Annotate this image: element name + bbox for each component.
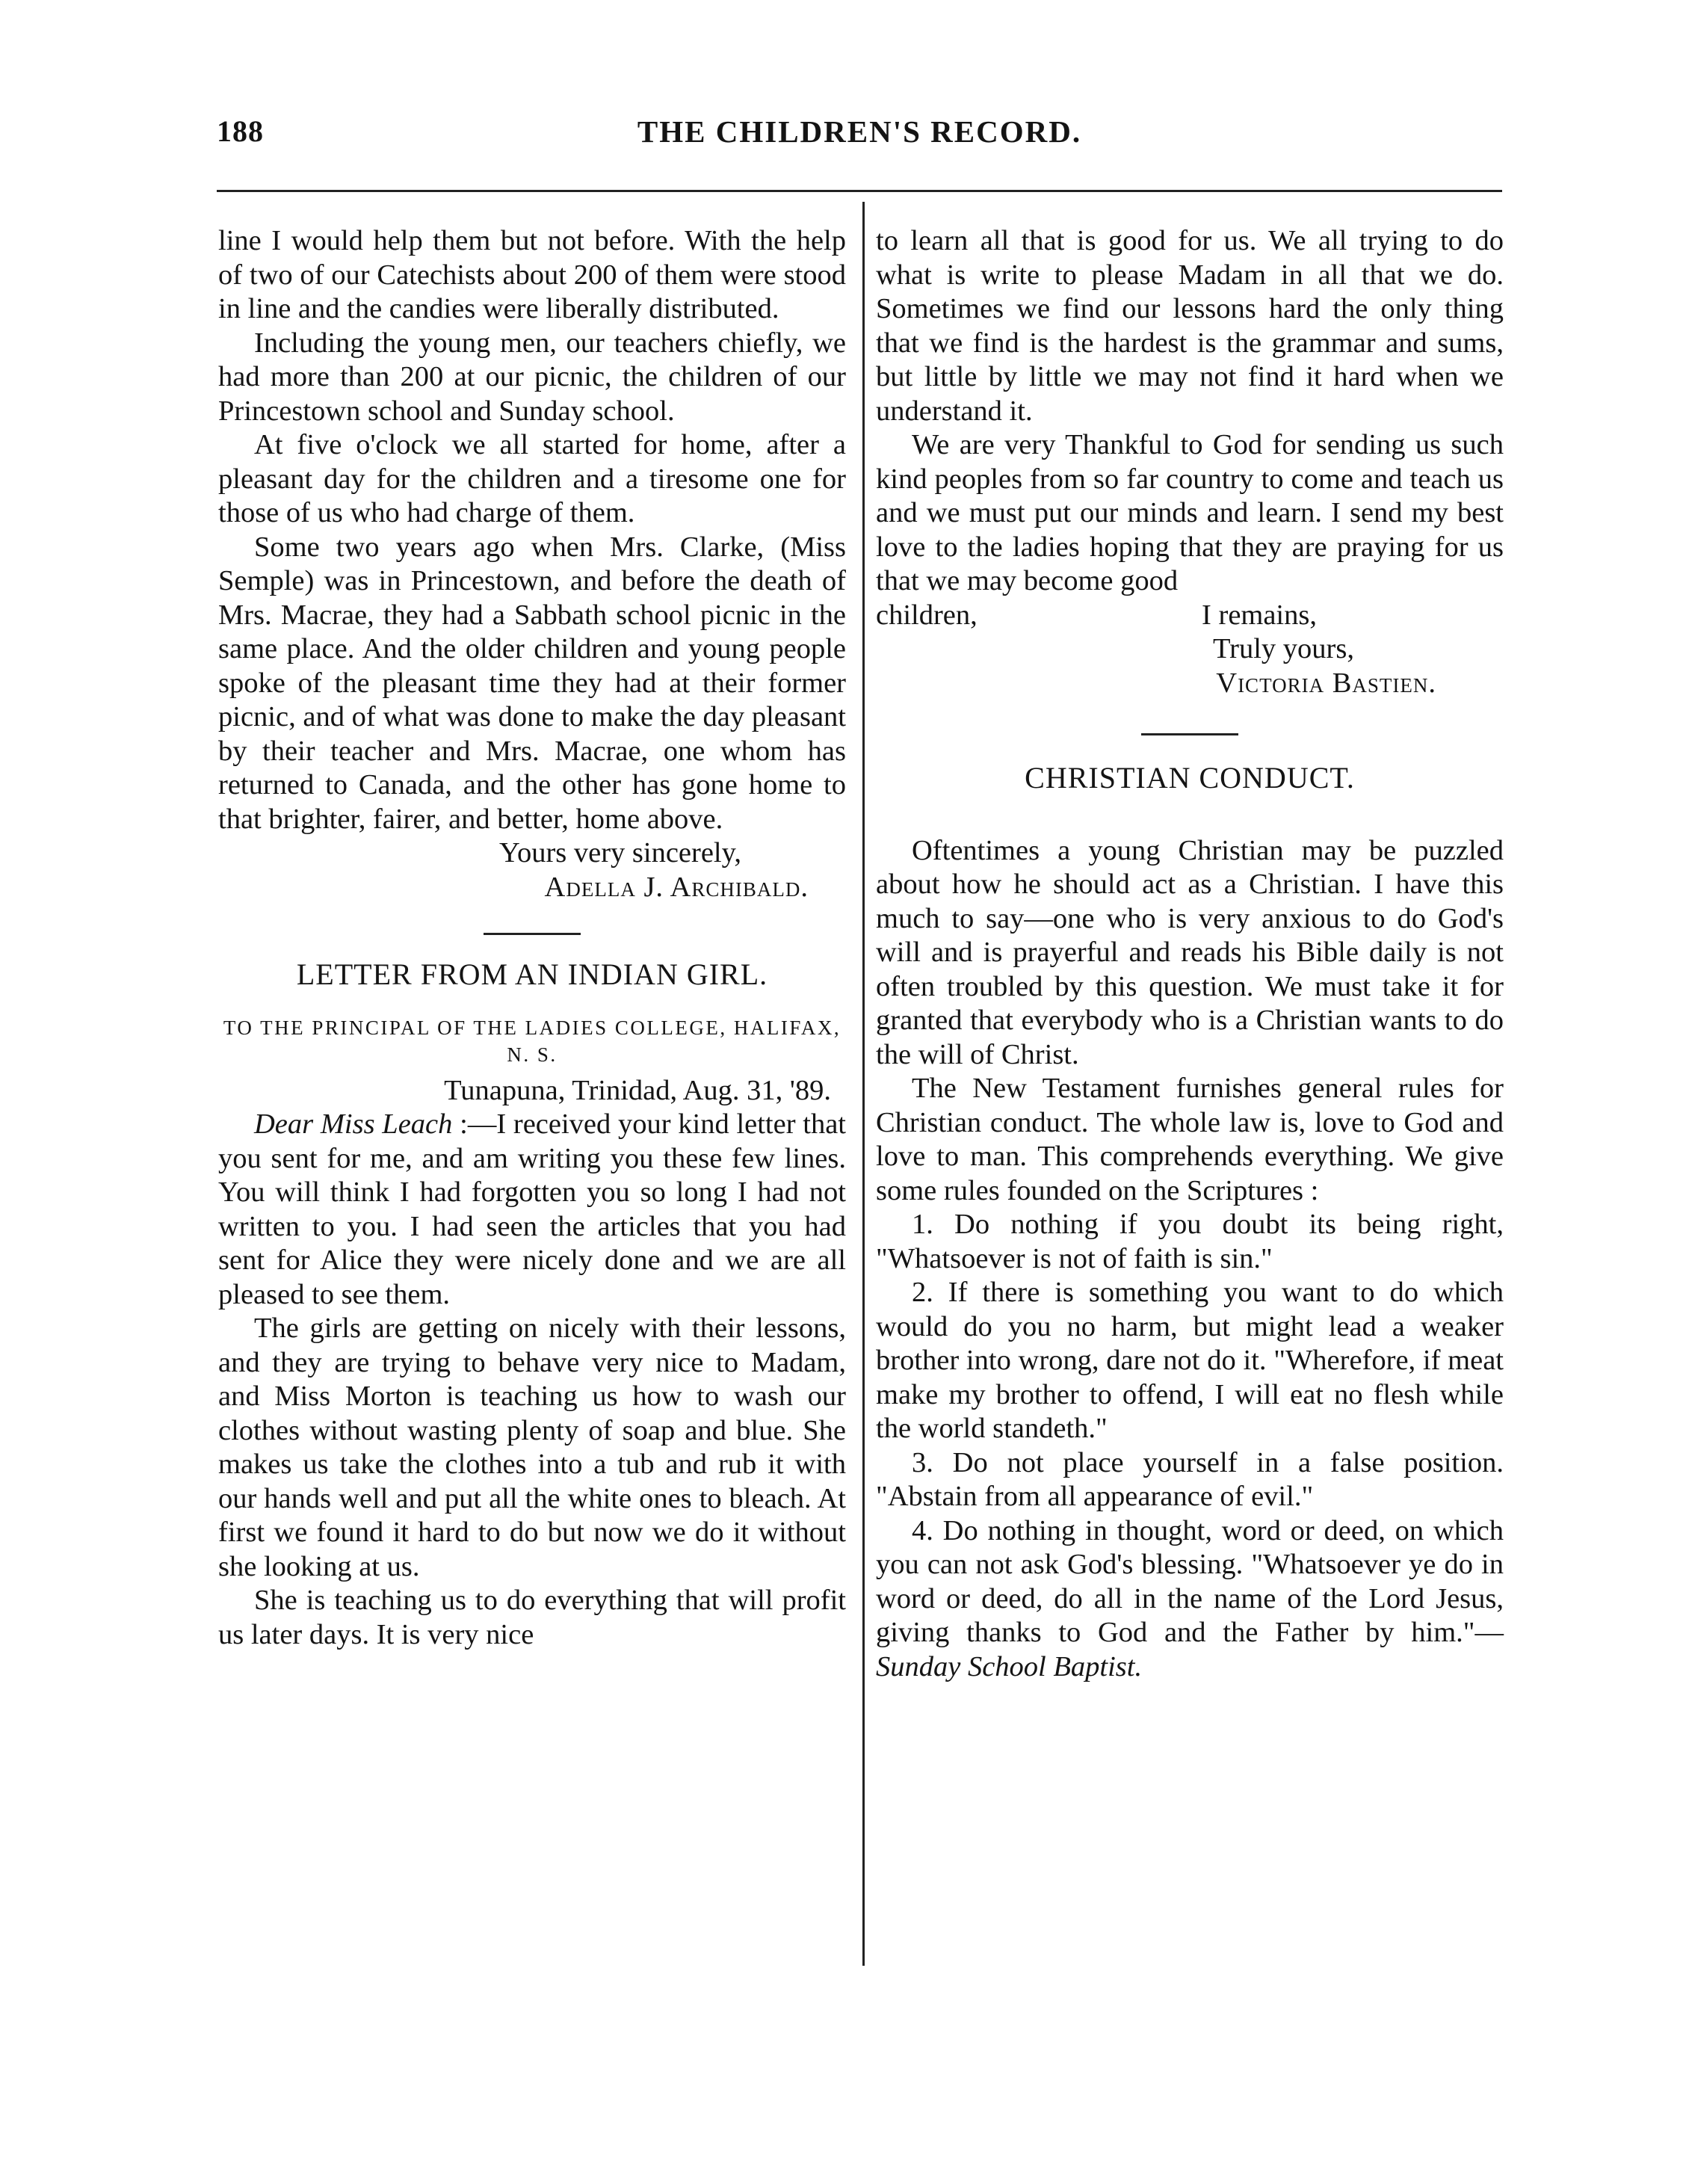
page-number: 188 [217, 114, 264, 148]
letter-paragraph: to learn all that is good for us. We all trying to do what is write to please Madam in all that we do. Sometimes we find our lessons hard the only thing that we find is the hardest is the grammar and sums, but little by little we may not find it hard when we understand it. [876, 225, 1504, 427]
letter-title: LETTER FROM AN INDIAN GIRL. [296, 957, 768, 991]
running-title: THE CHILDREN'S RECORD. [637, 114, 1082, 149]
closing-block [218, 836, 846, 904]
letter-dateline: Tunapuna, Trinidad, Aug. 31, '89. [444, 1074, 831, 1106]
article-title: CHRISTIAN CONDUCT. [1025, 761, 1355, 795]
left-column [218, 224, 846, 1652]
article-source: Sunday School Baptist. [876, 1650, 1143, 1682]
letter-paragraph: The girls are getting on nicely with their lessons, and they are trying to behave very nice to Madam, and Miss Morton is teaching us how to wash our clothes without wasting plenty of soap and blue. She makes us take the clothes into a tub and rub it with our hands well and put all the white ones to bleach. At first we found it hard to do but now we do it without she looking at us. [218, 1312, 846, 1582]
paragraph: Including the young men, our teachers chiefly, we had more than 200 at our picnic, the children of our Princestown school and Sunday school. [218, 327, 846, 427]
signature: Adella J. Archibald. [544, 871, 809, 903]
column-divider [862, 202, 865, 1966]
paragraph: At five o'clock we all started for home, after a pleasant day for the children and a tiresome one for those of us who had charge of them. [218, 429, 846, 528]
closing: Yours very sincerely, [499, 837, 741, 869]
letter-closing-line [876, 599, 1504, 633]
rule-item [876, 1514, 1504, 1685]
page-header [217, 114, 1502, 166]
letter-paragraph: We are very Thankful to God for sending us such kind peoples from so far country to come and teach us and we must put our minds and learn. I send my best love to the ladies hoping that they are praying for us that we may become good [876, 429, 1504, 596]
rule-item: 1. Do nothing if you doubt its being right, "Whatsoever is not of faith is sin." [876, 1209, 1504, 1274]
letter-closing-left: children, [876, 599, 978, 631]
letter-paragraph: She is teaching us to do everything that will profit us later days. It is very nice [218, 1585, 846, 1650]
letter-closing-right: I remains, [1202, 599, 1317, 631]
letter-salutation: Dear Miss Leach [254, 1108, 453, 1140]
letter-closing: Truly yours, [1213, 633, 1354, 664]
rule-item: 2. If there is something you want to do which would do you no harm, but might lead a weaker brother into wrong, dare not do it. "Wherefore, if meat make my brother to offend, I will eat no flesh while the world standeth." [876, 1277, 1504, 1444]
paragraph: line I would help them but not before. With the help of two of our Catechists about 200 of them were stood in line and the candies were liberally distributed. [218, 225, 846, 324]
rule-item: 3. Do not place yourself in a false position. "Abstain from all appearance of evil." [876, 1446, 1504, 1512]
letter-address: TO THE PRINCIPAL OF THE LADIES COLLEGE, HALIFAX, N. S. [223, 1016, 842, 1066]
header-rule [217, 190, 1502, 192]
article-paragraph: The New Testament furnishes general rules for Christian conduct. The whole law is, love to God and love to man. This comprehends everything. We give some rules founded on the Scriptures : [876, 1073, 1504, 1206]
rule-item-text: 4. Do nothing in thought, word or deed, on which you can not ask God's blessing. "Whatsoever ye do in word or deed, do all in the name of the Lord Jesus, giving thanks to God and the Father by him."— [876, 1514, 1504, 1648]
letter-signature: Victoria Bastien. [1216, 667, 1436, 699]
letter-opening: :—I received your kind letter that you sent for me, and am writing you these few lines. You will think I had forgotten you so long I had not written to you. I had seen the articles that you had sent for Alice they were nicely done and we are all pleased to see them. [218, 1108, 846, 1310]
letter-closing-block [876, 632, 1504, 700]
section-rule [484, 933, 581, 935]
article-paragraph: Oftentimes a young Christian may be puzzled about how he should act as a Christian. I have this much to say—one who is very anxious to do God's will and is prayerful and reads his Bible daily is not often troubled by this question. We must take it for granted that everybody who is a Christian wants to do the will of Christ. [876, 834, 1504, 1070]
paragraph: Some two years ago when Mrs. Clarke, (Miss Semple) was in Princestown, and before the death of Mrs. Macrae, they had a Sabbath school picnic in the same place. And the older children and young people spoke of the pleasant time they had at their former picnic, and of what was done to make the day pleasant by their teacher and Mrs. Macrae, one whom has returned to Canada, and the other has gone home to that brighter, fairer, and better, home above. [218, 531, 846, 835]
right-column [876, 224, 1504, 1684]
letter-paragraph [218, 1108, 846, 1312]
section-rule [1141, 733, 1238, 735]
